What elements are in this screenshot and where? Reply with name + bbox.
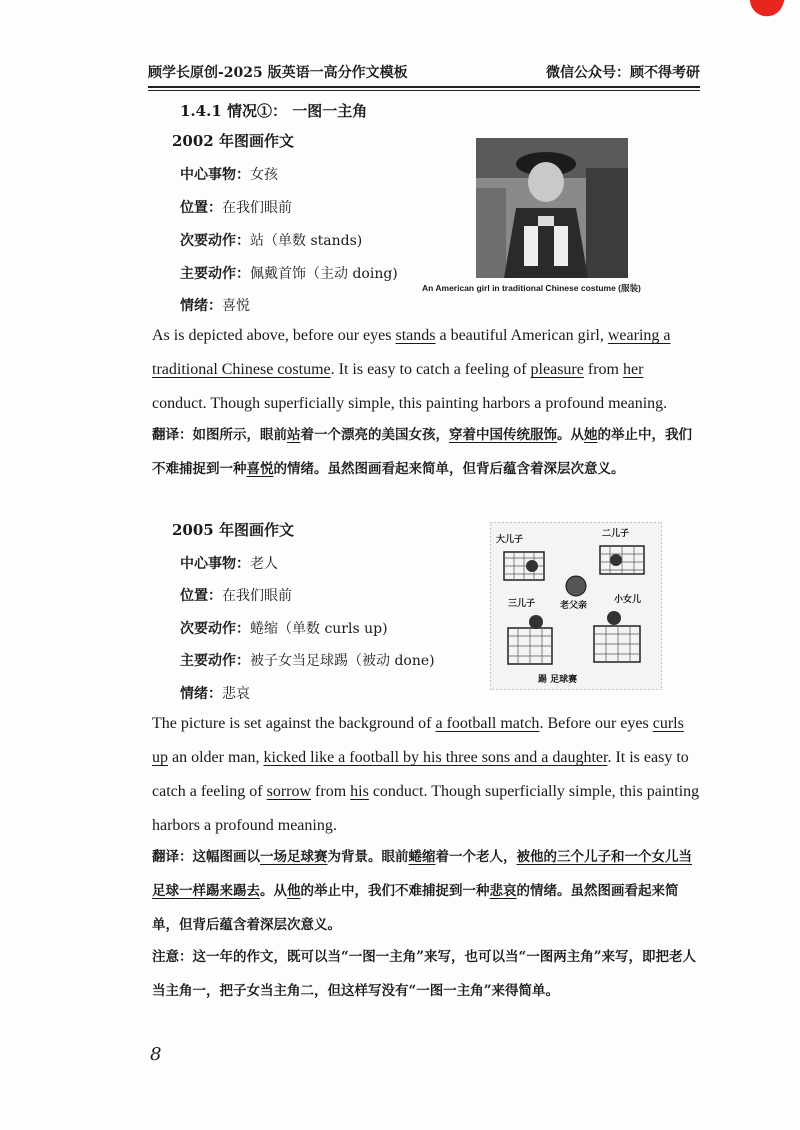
- essay1-field: 中心事物：女孩: [180, 167, 278, 183]
- football-cartoon: [490, 522, 662, 694]
- label-old-father: 老父亲: [560, 601, 588, 611]
- essay2-field: 中心事物：老人: [180, 556, 278, 572]
- header-title: 顾学长原创-2025 版英语一高分作文模板: [148, 65, 408, 81]
- label-second-son: 二儿子: [602, 529, 630, 539]
- header-rule-thin: [148, 90, 700, 91]
- corner-mark: [745, 0, 784, 21]
- essay2-paragraph: The picture is set against the background of a football match. Before our eyes curls up an older man, kicked like a football by his three sons and a daughter. It is easy to catch a feeling of sorrow from his conduct. Though superficially simple, this painting harbors a profound meaning.: [152, 715, 700, 834]
- essay2-field: 情绪：悲哀: [180, 686, 250, 702]
- essay1-field: 主要动作：佩戴首饰（主动 doing): [180, 266, 398, 282]
- essay2-field: 主要动作：被子女当足球踢（被动 done): [180, 653, 435, 669]
- essay1-field: 次要动作：站（单数 stands): [180, 233, 363, 249]
- header-wechat: 微信公众号：顾不得考研: [546, 65, 700, 81]
- essay1-translation: 翻译：如图所示，眼前站着一个漂亮的美国女孩，穿着中国传统服饰。从她的举止中，我们不难捕捉到一种喜悦的情绪。虽然图画看起来简单，但背后蕴含着深层次意义。: [152, 427, 692, 477]
- essay2-translation: 翻译：这幅图画以一场足球赛为背景。眼前蜷缩着一个老人，被他的三个儿子和一个女儿当足球一样踢来踢去。从他的举止中，我们不难捕捉到一种悲哀的情绪。虽然图画看起来简单，但背后蕴含着深层次意义。: [152, 849, 692, 933]
- page-number: 8: [150, 1044, 162, 1065]
- label-match: 踢 足球赛: [538, 675, 578, 685]
- essay2-title: 2005 年图画作文: [172, 521, 294, 539]
- essay1-paragraph: As is depicted above, before our eyes stands a beautiful American girl, wearing a traditional Chinese costume. It is easy to catch a feeling of pleasure from her conduct. Though superficially simple, this painting harbors a profound meaning.: [152, 327, 671, 412]
- label-youngest-daughter: 小女儿: [614, 595, 642, 605]
- label-eldest-son: 大儿子: [496, 535, 524, 545]
- essay2-field: 次要动作：蜷缩（单数 curls up): [180, 621, 388, 637]
- essay1-field: 情绪：喜悦: [180, 298, 250, 314]
- essay2-note: 注意：这一年的作文，既可以当“一图一主角”来写，也可以当“一图两主角”来写，即把老人当主角一，把子女当主角二，但这样写没有“一图一主角”来得简单。: [152, 949, 697, 999]
- girl-photo: [476, 138, 628, 282]
- label-third-son: 三儿子: [508, 599, 536, 609]
- essay2-field: 位置：在我们眼前: [180, 588, 292, 604]
- header-rule: [148, 86, 700, 88]
- essay1-field: 位置：在我们眼前: [180, 200, 292, 216]
- section-title: 1.4.1 情况①： 一图一主角: [180, 102, 368, 120]
- girl-photo-caption: An American girl in traditional Chinese costume (服装): [422, 283, 641, 293]
- page-header: [148, 60, 700, 84]
- essay1-title: 2002 年图画作文: [172, 132, 294, 150]
